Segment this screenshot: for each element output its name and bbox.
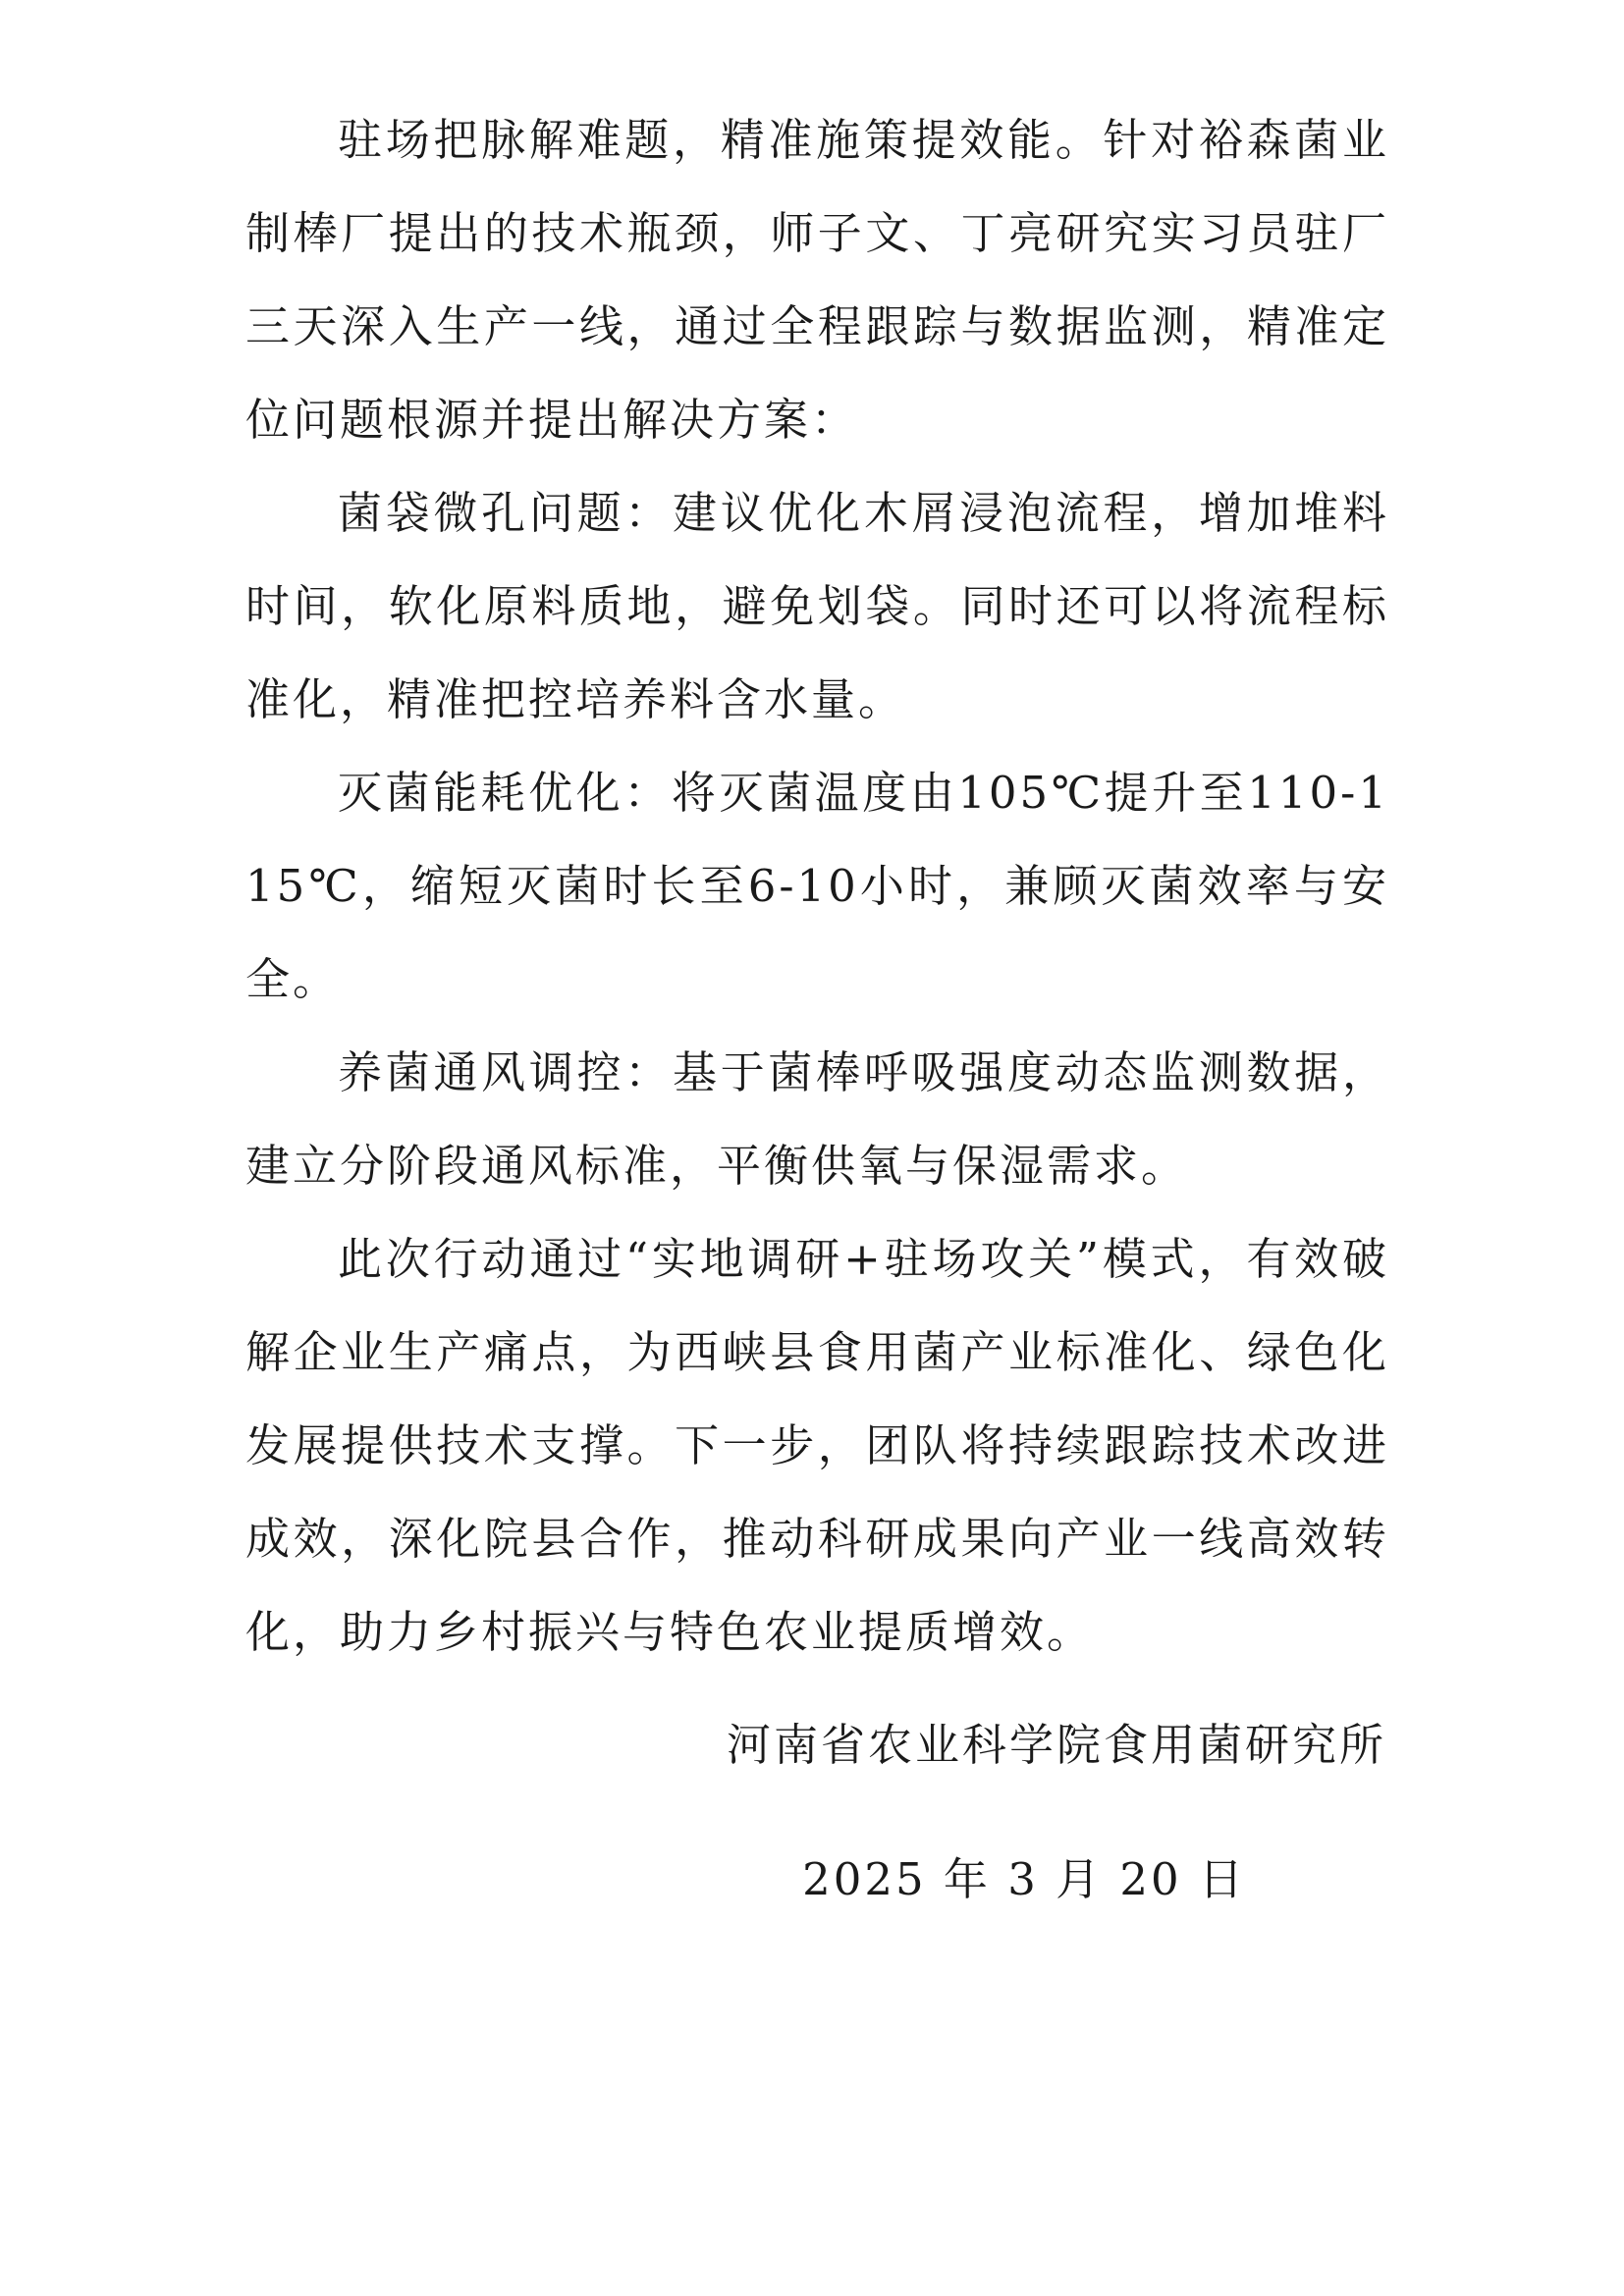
- paragraph-ventilation-control: 养菌通风调控：基于菌棒呼吸强度动态监测数据，建立分阶段通风标准，平衡供氧与保湿需求。: [245, 1046, 1389, 1192]
- paragraph-bag-micropore: 菌袋微孔问题：建议优化木屑浸泡流程，增加堆料时间，软化原料质地，避免划袋。同时还可以将流程标准化，精准把控培养料含水量。: [245, 487, 1389, 725]
- document-body: [245, 93, 1389, 1679]
- paragraph-on-site-solutions: 驻场把脉解难题，精准施策提效能。针对裕森菌业制棒厂提出的技术瓶颈，师子文、丁亮研究实习员驻厂三天深入生产一线，通过全程跟踪与数据监测，精准定位问题根源并提出解决方案：: [245, 114, 1389, 446]
- signature-organization: 河南省农业科学院食用菌研究所: [726, 1719, 1386, 1771]
- signature-date: 2025 年 3 月 20 日: [802, 1853, 1246, 1905]
- paragraph-conclusion: 此次行动通过“实地调研+驻场攻关”模式，有效破解企业生产痛点，为西峡县食用菌产业标准化、绿色化发展提供技术支撑。下一步，团队将持续跟踪技术改进成效，深化院县合作，推动科研成果向产业一线高效转化，助力乡村振兴与特色农业提质增效。: [245, 1233, 1389, 1658]
- paragraph-sterilization-energy: 灭菌能耗优化：将灭菌温度由105℃提升至110-115℃，缩短灭菌时长至6-10小时，兼顾灭菌效率与安全。: [245, 767, 1389, 1005]
